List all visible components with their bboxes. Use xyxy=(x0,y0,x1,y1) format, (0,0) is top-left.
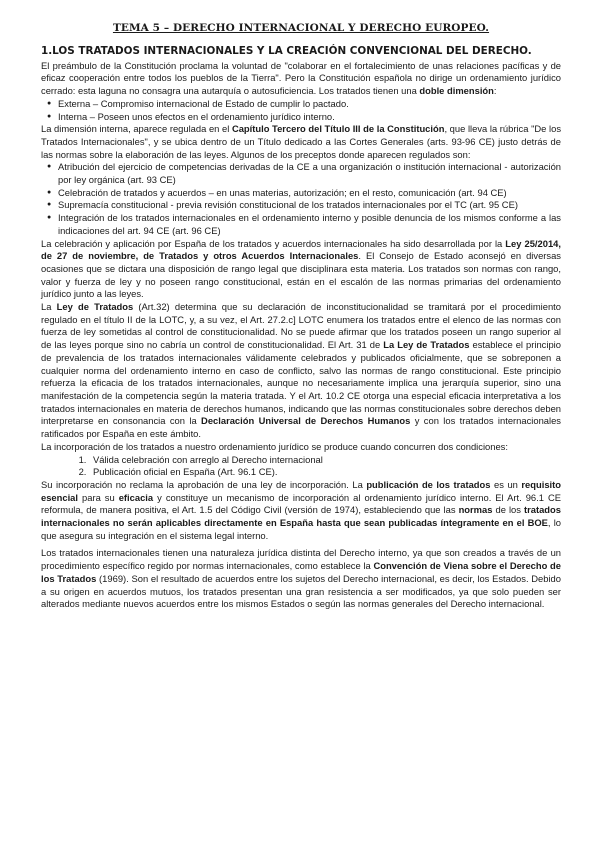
list-item: ● Supremacía constitucional - previa revisión constitucional de los tratados internacionales por el TC (art. 95 CE) xyxy=(52,199,561,212)
paragraph-legal-nature: Los tratados internacionales tienen una naturaleza jurídica distinta del Derecho interno, ya que son creados a través de un procedimiento específico regido por normas internacionales, como establece la Convención de Viena sobre el Derecho de los Tratados (1969). Son el resultado de acuerdos entre los sujetos del Derecho internacional, es decir, los Estados. Debido a su origen en acuerdos mutuos, los tratados presentan una gran resistencia a ser modificados, ya que solo pueden ser alterados mediante nuevos acuerdos entre los mismos Estados o según las normas generales del Derecho internacional. xyxy=(41,547,561,610)
list-item: ● Integración de los tratados internacionales en el ordenamiento interno y posible denuncia de los mismos conforme a las indicaciones del art. 94 CE (art. 96 CE) xyxy=(52,212,561,237)
paragraph-preamble: El preámbulo de la Constitución proclama la voluntad de "colaborar en el fortalecimiento de unas relaciones pacíficas y de eficaz cooperación entre todos los pueblos de la Tierra". Pero la Constitución española no dirige un ordenamiento jurídico cerrado: esta laguna no consagra una autarquía o autosuficiencia. Los tratados tienen una doble dimensión: xyxy=(41,59,561,97)
conditions-list xyxy=(41,454,561,479)
paragraph-incorporation: La incorporación de los tratados a nuestro ordenamiento jurídico se produce cuando concurren dos condiciones: xyxy=(41,440,508,452)
list-item: ● Celebración de tratados y acuerdos – en unas materias, autorización; en el resto, comunicación (art. 94 CE) xyxy=(52,187,561,200)
precepts-list xyxy=(41,161,561,237)
paragraph-law-25-2014: La celebración y aplicación por España de los tratados y acuerdos internacionales ha sido desarrollada por la Ley 25/2014, de 27 de noviembre, de Tratados y otros Acuerdos Internacionales. El Consejo de Estado aconsejó en diversas ocasiones que se dictara una disposición de rango legal que disciplinara esta materia. Los tratados son normas con rango, valor y fuerza de ley y no poseen rango constitucional, están en el escalón de las normas primarias del ordenamiento jurídico junto a las leyes. xyxy=(41,237,561,300)
list-item: 1. Válida celebración con arreglo al Derecho internacional xyxy=(89,454,561,467)
list-item: ● Externa – Compromiso internacional de Estado de cumplir lo pactado. xyxy=(52,98,561,111)
list-item: ● Interna – Poseen unos efectos en el ordenamiento jurídico interno. xyxy=(52,111,561,124)
list-item: 2. Publicación oficial en España (Art. 96.1 CE). xyxy=(89,466,561,479)
section-heading: 1.LOS TRATADOS INTERNACIONALES Y LA CREACIÓN CONVENCIONAL DEL DERECHO. xyxy=(41,44,532,57)
paragraph-ley-de-tratados: La Ley de Tratados (Art.32) determina que su declaración de inconstitucionalidad se tramitará por el procedimiento regulado en el título II de la LOTC, y, a su vez, el Art. 27.2.c] LOTC enumera los tratados entre el elenco de las normas con fuerza de ley sometidas al control de constitucionalidad. No se puede afirmar que los tratados poseen un rango superior al de las leyes porque sino no cabría un control de constitucionalidad. El Art. 31 de La Ley de Tratados establece el principio de prevalencia de los tratados internacionales válidamente celebrados y publicados oficialmente, que se sobreponen a cualquier norma del ordenamiento interno en caso de conflicto, salvo las normas de rango constitucional. Este principio refuerza la eficacia de los tratados internacionales, aunque no necesariamente implica una jerarquía superior, sino una manifestación de la competencia según la materia tratada. Y el Art. 10.2 CE otorga una especial eficacia interpretativa a los tratados internacionales en materia de derechos humanos, indicando que las normas constitucionales sobre derechos deben interpretarse en consonancia con la Declaración Universal de Derechos Humanos y con los tratados internacionales ratificados por España en este ámbito. xyxy=(41,301,561,440)
list-item: ● Atribución del ejercicio de competencias derivadas de la CE a una organización o institución internacional - autorización por ley orgánica (art. 93 CE) xyxy=(52,161,561,186)
dimensions-list xyxy=(41,98,561,123)
document-page xyxy=(41,22,561,611)
paragraph-publication: Su incorporación no reclama la aprobación de una ley de incorporación. La publicación de los tratados es un requisito esencial para su eficacia y constituye un mecanismo de incorporación al ordenamiento jurídico interno. El Art. 96.1 CE reformula, de manera positiva, el Art. 1.5 del Código Civil (versión de 1974), estableciendo que las normas de los tratados internacionales no serán aplicables directamente en España hasta que sean publicadas íntegramente en el BOE, lo que asegura su integración en el sistema legal interno. xyxy=(41,478,561,541)
page-title: TEMA 5 – DERECHO INTERNACIONAL Y DERECHO EUROPEO. xyxy=(112,22,490,34)
paragraph-internal-dimension: La dimensión interna, aparece regulada en el Capítulo Tercero del Título III de la Constitución, que lleva la rúbrica "De los Tratados Internacionales", y se ubica dentro de un Título dedicado a las Cortes Generales (arts. 93-96 CE) justo detrás de las normas sobre la elaboración de las leyes. Algunos de los preceptos donde aparecen regulados son: xyxy=(41,123,562,160)
